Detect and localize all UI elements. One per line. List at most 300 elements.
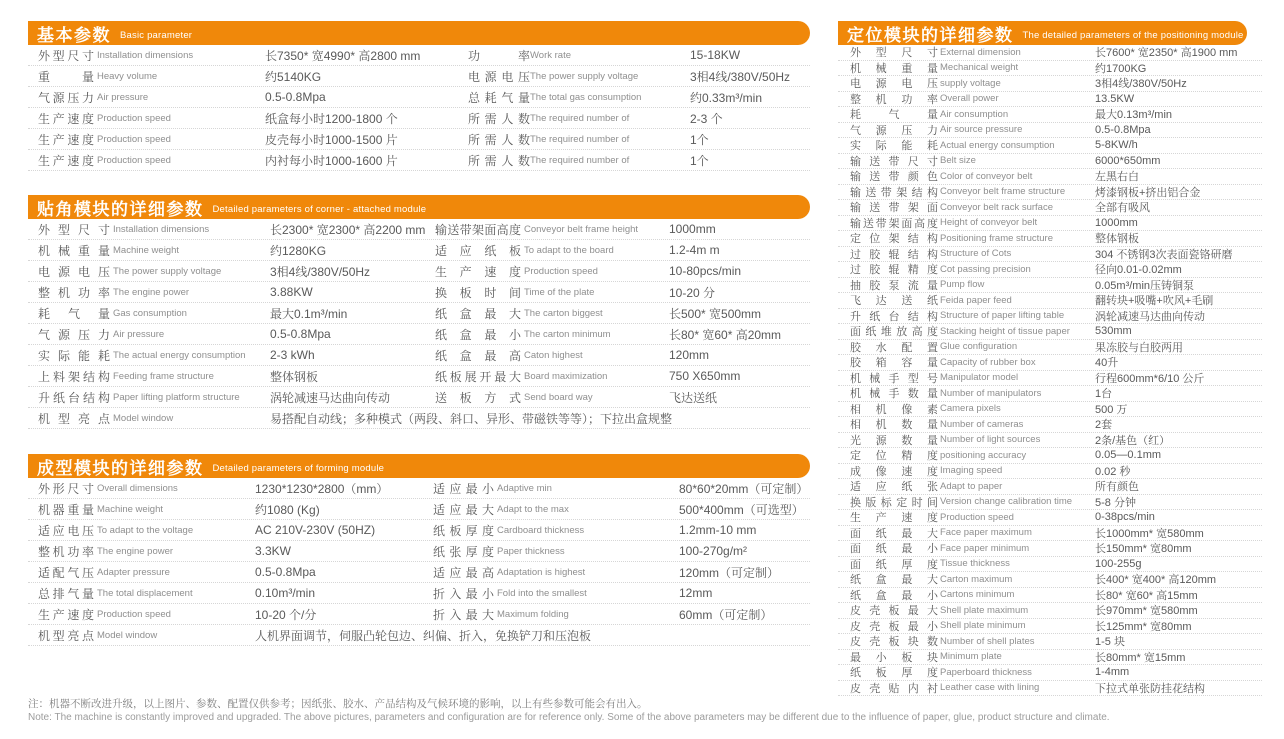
table-row bbox=[838, 185, 1262, 201]
footnote-en: Note: The machine is constantly improved and upgraded. The above pictures, parameters and configuration are for reference only. Some of the above parameters may be different due to the influence of paper, glue, product structure and climate. bbox=[28, 712, 1110, 723]
table-row bbox=[28, 408, 810, 429]
param-value: 长125mm* 宽80mm bbox=[1095, 620, 1192, 633]
param-value: 530mm bbox=[1095, 325, 1132, 338]
param-label-zh: 纸盒最大 bbox=[435, 306, 521, 321]
param-label-zh: 适应电压 bbox=[38, 523, 94, 538]
param-label-zh: 适应最高 bbox=[433, 565, 494, 580]
param-label-zh: 适应纸板 bbox=[435, 243, 521, 258]
param-label-en: Production speed bbox=[97, 154, 171, 166]
table-row bbox=[838, 603, 1262, 619]
param-label-en: Overall power bbox=[940, 93, 999, 105]
table-row bbox=[28, 345, 810, 366]
param-label-en: Paperboard thickness bbox=[940, 666, 1032, 678]
table-row bbox=[838, 371, 1262, 387]
param-label-en: Pump flow bbox=[940, 279, 985, 291]
param-label-zh: 面纸厚度 bbox=[850, 558, 938, 571]
param-value: 0.05—0.1mm bbox=[1095, 449, 1162, 462]
param-value: 长970mm* 宽580mm bbox=[1095, 605, 1198, 618]
param-label-en: supply voltage bbox=[940, 77, 1001, 89]
section-title-en: The detailed parameters of the positioning module bbox=[1022, 29, 1244, 41]
param-label-en: Structure of paper lifting table bbox=[940, 310, 1065, 322]
param-label-zh: 电源电压 bbox=[468, 69, 530, 84]
param-value: 1000mm bbox=[669, 222, 716, 236]
param-value: 100-270g/m² bbox=[679, 544, 748, 558]
table-row bbox=[28, 604, 810, 625]
param-value: 10-80pcs/min bbox=[669, 264, 742, 278]
param-label-zh: 最小板块 bbox=[850, 651, 938, 664]
param-label-en: Capacity of rubber box bbox=[940, 356, 1036, 368]
param-value: 所有颜色 bbox=[1095, 481, 1139, 494]
param-value: 304 不锈钢3次表面瓷铬研磨 bbox=[1095, 248, 1233, 261]
param-label-en: Conveyor belt frame structure bbox=[940, 186, 1066, 198]
param-label-en: Air consumption bbox=[940, 108, 1009, 120]
param-label-zh: 外型尺寸 bbox=[38, 48, 94, 63]
table-row bbox=[838, 262, 1262, 278]
table-row bbox=[838, 154, 1262, 170]
param-value: 3相4线/380V/50Hz bbox=[1095, 78, 1187, 91]
param-value: 翻转块+吸嘴+吹风+毛刷 bbox=[1095, 295, 1214, 308]
table-row bbox=[838, 355, 1262, 371]
param-label-zh: 实际能耗 bbox=[850, 140, 938, 153]
param-label-en: The required number of bbox=[530, 154, 630, 166]
param-value: 40升 bbox=[1095, 357, 1119, 370]
param-label-en: Glue configuration bbox=[940, 341, 1018, 353]
param-label-en: Feida paper feed bbox=[940, 294, 1012, 306]
table-row bbox=[28, 499, 810, 520]
param-value: 0.5-0.8Mpa bbox=[270, 327, 331, 341]
param-value: 长80* 宽60* 高20mm bbox=[669, 327, 782, 342]
param-label-zh: 皮壳贴内衬 bbox=[850, 682, 938, 695]
param-label-zh: 整机功率 bbox=[38, 544, 94, 559]
param-label-zh: 纸盒最大 bbox=[850, 574, 938, 587]
param-label-en: Conveyor belt frame height bbox=[524, 223, 639, 235]
param-value: 750 X650mm bbox=[669, 369, 741, 383]
section-title-zh: 成型模块的详细参数 bbox=[37, 458, 204, 478]
param-label-zh: 气源压力 bbox=[38, 327, 110, 342]
param-label-en: Production speed bbox=[97, 112, 171, 124]
param-value: 人机界面调节，伺服凸轮包边、纠偏、折入，免换铲刀和压泡板 bbox=[255, 628, 592, 643]
param-label-zh: 成像速度 bbox=[850, 465, 938, 478]
param-label-zh: 输送带架面高度 bbox=[850, 217, 938, 230]
param-label-zh: 纸盒最高 bbox=[435, 348, 521, 363]
param-value: 涡轮减速马达曲向传动 bbox=[270, 390, 391, 405]
param-label-en: positioning accuracy bbox=[940, 449, 1027, 461]
table-row bbox=[838, 293, 1262, 309]
param-label-en: Number of manipulators bbox=[940, 387, 1042, 399]
param-value: 长500* 宽500mm bbox=[669, 306, 762, 321]
param-label-en: Number of cameras bbox=[940, 418, 1024, 430]
param-value: 烤漆钢板+挤出铝合金 bbox=[1095, 186, 1201, 199]
param-label-en: Board maximization bbox=[524, 370, 608, 382]
param-value: 下拉式单张防挂花结构 bbox=[1095, 682, 1205, 695]
param-label-en: Air pressure bbox=[113, 328, 165, 340]
param-value: 80*60*20mm（可定制） bbox=[679, 481, 809, 496]
section-header-basic bbox=[28, 21, 810, 45]
section-title-zh: 定位模块的详细参数 bbox=[847, 25, 1014, 45]
table-row bbox=[28, 87, 810, 108]
param-label-zh: 总耗气量 bbox=[468, 90, 530, 105]
table-row bbox=[838, 107, 1262, 123]
param-label-en: Feeding frame structure bbox=[113, 370, 214, 382]
param-label-zh: 定位精度 bbox=[850, 450, 938, 463]
param-label-en: Model window bbox=[97, 629, 158, 641]
param-label-en: External dimension bbox=[940, 46, 1021, 58]
table-row bbox=[838, 278, 1262, 294]
param-label-en: Gas consumption bbox=[113, 307, 187, 319]
param-label-zh: 外形尺寸 bbox=[38, 481, 94, 496]
param-label-en: Production speed bbox=[940, 511, 1014, 523]
table-row bbox=[28, 45, 810, 66]
param-label-en: Manipulator model bbox=[940, 372, 1019, 384]
section-title-en: Detailed parameters of corner - attached module bbox=[212, 203, 427, 215]
param-value: 500 万 bbox=[1095, 403, 1128, 416]
param-label-en: Structure of Cots bbox=[940, 248, 1012, 260]
param-label-zh: 升纸台结构 bbox=[38, 390, 110, 405]
table-row bbox=[838, 634, 1262, 650]
param-label-zh: 输送带颜色 bbox=[850, 171, 938, 184]
param-label-en: Positioning frame structure bbox=[940, 232, 1053, 244]
param-value: 0.05m³/min压铸铜泵 bbox=[1095, 279, 1195, 292]
table-row bbox=[838, 340, 1262, 356]
param-value: 行程600mm*6/10 公斤 bbox=[1095, 372, 1205, 385]
param-label-zh: 纸板厚度 bbox=[433, 523, 494, 538]
param-label-zh: 适应最大 bbox=[433, 502, 494, 517]
table-row bbox=[28, 303, 810, 324]
param-label-en: The power supply voltage bbox=[113, 265, 222, 277]
param-value: 约1700KG bbox=[1095, 62, 1147, 75]
param-label-zh: 过胶辊结构 bbox=[850, 248, 938, 261]
param-label-zh: 外型尺寸 bbox=[850, 47, 938, 60]
param-value: 全部有吸风 bbox=[1095, 202, 1150, 215]
param-label-en: Color of conveyor belt bbox=[940, 170, 1033, 182]
param-value: 约0.33m³/min bbox=[690, 90, 763, 105]
param-value: 2套 bbox=[1095, 419, 1113, 432]
param-value: 长80mm* 宽15mm bbox=[1095, 651, 1186, 664]
table-row bbox=[838, 557, 1262, 573]
param-label-en: The carton minimum bbox=[524, 328, 611, 340]
param-label-en: Send board way bbox=[524, 391, 593, 403]
table-row bbox=[838, 572, 1262, 588]
section-forming-module-parameters bbox=[28, 454, 810, 646]
param-label-en: Stacking height of tissue paper bbox=[940, 325, 1070, 337]
param-label-zh: 输送带架面高度 bbox=[435, 222, 521, 237]
param-label-en: Minimum plate bbox=[940, 651, 1002, 663]
param-label-zh: 电源电压 bbox=[850, 78, 938, 91]
param-value: 1个 bbox=[690, 153, 709, 168]
param-value: 1.2mm-10 mm bbox=[679, 523, 757, 537]
param-label-zh: 机型亮点 bbox=[38, 628, 94, 643]
param-value: 最大0.1m³/min bbox=[270, 306, 348, 321]
section-title-zh: 贴角模块的详细参数 bbox=[37, 199, 204, 219]
param-label-zh: 纸张厚度 bbox=[433, 544, 494, 559]
param-label-zh: 光源数量 bbox=[850, 434, 938, 447]
param-value: 2-3 kWh bbox=[270, 348, 315, 362]
param-value: 5-8KW/h bbox=[1095, 139, 1138, 152]
table-row bbox=[838, 324, 1262, 340]
param-label-en: Work rate bbox=[530, 49, 572, 61]
param-label-en: To adapt to the voltage bbox=[97, 524, 194, 536]
param-value: 长2300* 宽2300* 高2200 mm bbox=[270, 222, 426, 237]
section-header-positioning bbox=[838, 21, 1247, 45]
param-value: 长1000mm* 宽580mm bbox=[1095, 527, 1204, 540]
table-row bbox=[838, 433, 1262, 449]
param-label-en: Shell plate minimum bbox=[940, 620, 1026, 632]
table-row bbox=[28, 150, 810, 171]
param-label-zh: 适应纸张 bbox=[850, 481, 938, 494]
param-label-zh: 整机功率 bbox=[850, 93, 938, 106]
table-row bbox=[838, 123, 1262, 139]
param-label-en: Caton highest bbox=[524, 349, 583, 361]
footnote-zh: 注：机器不断改进升级，以上图片、参数、配置仅供参考；因纸张、胶水、产品结构及气候环境的影响，以上有些参数可能会有出入。 bbox=[28, 698, 648, 710]
param-value: 涡轮减速马达曲向传动 bbox=[1095, 310, 1205, 323]
param-label-zh: 生产速度 bbox=[38, 111, 94, 126]
param-value: 1000mm bbox=[1095, 216, 1138, 229]
table-row bbox=[28, 324, 810, 345]
param-label-zh: 换板时间 bbox=[435, 285, 521, 300]
param-label-zh: 生产速度 bbox=[38, 607, 94, 622]
param-label-en: Installation dimensions bbox=[97, 49, 194, 61]
param-label-zh: 耗气量 bbox=[38, 306, 110, 321]
param-label-en: Heavy volume bbox=[97, 70, 158, 82]
table-row bbox=[28, 520, 810, 541]
param-value: 1-5 块 bbox=[1095, 636, 1125, 649]
param-label-en: The power supply voltage bbox=[530, 70, 639, 82]
param-value: 1个 bbox=[690, 132, 709, 147]
param-value: 约1280KG bbox=[270, 243, 327, 258]
param-value: 长150mm* 宽80mm bbox=[1095, 543, 1192, 556]
table-row bbox=[28, 219, 810, 240]
param-value: 皮壳每小时1000-1500 片 bbox=[265, 132, 398, 147]
param-label-en: The total gas consumption bbox=[530, 91, 642, 103]
param-label-en: Camera pixels bbox=[940, 403, 1001, 415]
param-label-en: Air pressure bbox=[97, 91, 149, 103]
param-value: 整体钢板 bbox=[270, 369, 319, 384]
param-label-zh: 面纸堆放高度 bbox=[850, 326, 938, 339]
param-value: 易搭配自动线；多种模式（两段、斜口、异形、带磁铁等等）；下拉出盒规整 bbox=[270, 411, 673, 426]
param-value: 最大0.13m³/min bbox=[1095, 109, 1173, 122]
param-label-zh: 胶水配置 bbox=[850, 341, 938, 354]
param-label-en: Adaptive min bbox=[497, 482, 552, 494]
param-label-zh: 升纸台结构 bbox=[850, 310, 938, 323]
param-value: 10-20 个/分 bbox=[255, 607, 317, 622]
param-label-en: Adapt to paper bbox=[940, 480, 1003, 492]
param-value: 果冻胶与白胶两用 bbox=[1095, 341, 1183, 354]
param-label-zh: 总排气量 bbox=[38, 586, 94, 601]
table-row bbox=[28, 562, 810, 583]
param-label-en: Belt size bbox=[940, 155, 976, 167]
param-value: 长400* 宽400* 高120mm bbox=[1095, 574, 1217, 587]
param-label-zh: 纸板厚度 bbox=[850, 667, 938, 680]
param-value: 长7350* 宽4990* 高2800 mm bbox=[265, 48, 421, 63]
param-label-zh: 生产速度 bbox=[435, 264, 521, 279]
footnote bbox=[28, 698, 1268, 724]
param-label-zh: 相机数量 bbox=[850, 419, 938, 432]
param-label-zh: 面纸最小 bbox=[850, 543, 938, 556]
param-label-en: The required number of bbox=[530, 112, 630, 124]
table-row bbox=[838, 92, 1262, 108]
param-label-zh: 机械手型号 bbox=[850, 372, 938, 385]
param-label-en: Tissue thickness bbox=[940, 558, 1010, 570]
table-row bbox=[838, 681, 1262, 697]
param-label-en: Overall dimensions bbox=[97, 482, 178, 494]
param-label-en: Carton maximum bbox=[940, 573, 1013, 585]
table-row bbox=[838, 510, 1262, 526]
param-label-zh: 电源电压 bbox=[38, 264, 110, 279]
param-label-en: The engine power bbox=[97, 545, 174, 557]
param-label-zh: 折入最大 bbox=[433, 607, 494, 622]
table-row bbox=[28, 282, 810, 303]
param-label-zh: 皮壳板块数 bbox=[850, 636, 938, 649]
param-label-zh: 外型尺寸 bbox=[38, 222, 110, 237]
param-value: 整体钢板 bbox=[1095, 233, 1139, 246]
param-value: 1230*1230*2800（mm） bbox=[255, 481, 389, 496]
table-row bbox=[28, 387, 810, 408]
param-value: 约1080 (Kg) bbox=[255, 502, 320, 517]
table-row bbox=[838, 619, 1262, 635]
param-value: 0.5-0.8Mpa bbox=[255, 565, 316, 579]
param-label-en: Production speed bbox=[97, 133, 171, 145]
param-label-en: The carton biggest bbox=[524, 307, 603, 319]
param-label-zh: 输送带架结构 bbox=[850, 186, 938, 199]
param-label-zh: 生产速度 bbox=[850, 512, 938, 525]
param-value: 12mm bbox=[679, 586, 713, 600]
section-positioning-module-parameters bbox=[838, 21, 1262, 696]
table-row bbox=[838, 526, 1262, 542]
param-value: 3相4线/380V/50Hz bbox=[270, 264, 371, 279]
param-value: 13.5KW bbox=[1095, 92, 1135, 105]
table-row bbox=[28, 625, 810, 646]
param-label-en: The actual energy consumption bbox=[113, 349, 246, 361]
param-label-en: Number of shell plates bbox=[940, 635, 1035, 647]
table-row bbox=[838, 448, 1262, 464]
section-basic-parameters bbox=[28, 21, 810, 171]
param-label-zh: 所需人数 bbox=[468, 153, 530, 168]
param-label-zh: 适配气压 bbox=[38, 565, 94, 580]
param-label-en: Maximum folding bbox=[497, 608, 569, 620]
param-label-en: Production speed bbox=[97, 608, 171, 620]
param-label-en: Cardboard thickness bbox=[497, 524, 585, 536]
param-label-zh: 输送带尺寸 bbox=[850, 155, 938, 168]
param-label-en: Adaptation is highest bbox=[497, 566, 586, 578]
param-label-en: Machine weight bbox=[113, 244, 180, 256]
table-row bbox=[28, 240, 810, 261]
param-label-en: The total displacement bbox=[97, 587, 193, 599]
param-label-en: Paper lifting platform structure bbox=[113, 391, 240, 403]
param-label-zh: 抽胶泵流量 bbox=[850, 279, 938, 292]
table-row bbox=[28, 541, 810, 562]
param-label-zh: 生产速度 bbox=[38, 132, 94, 147]
param-label-en: Version change calibration time bbox=[940, 496, 1073, 508]
param-label-en: Fold into the smallest bbox=[497, 587, 587, 599]
param-label-zh: 送板方式 bbox=[435, 390, 521, 405]
section-title-zh: 基本参数 bbox=[37, 25, 111, 45]
param-label-zh: 换版标定时间 bbox=[850, 496, 938, 509]
param-label-en: The required number of bbox=[530, 133, 630, 145]
param-value: 500*400mm（可选型） bbox=[679, 502, 804, 517]
param-label-zh: 适应最小 bbox=[433, 481, 494, 496]
param-value: 15-18KW bbox=[690, 48, 741, 62]
param-label-en: Number of light sources bbox=[940, 434, 1041, 446]
param-label-en: Shell plate maximum bbox=[940, 604, 1029, 616]
param-label-zh: 过胶辊精度 bbox=[850, 264, 938, 277]
param-label-en: Paper thickness bbox=[497, 545, 565, 557]
table-row bbox=[838, 464, 1262, 480]
param-value: 内衬每小时1000-1600 片 bbox=[265, 153, 398, 168]
param-value: 0.5-0.8Mpa bbox=[1095, 123, 1151, 136]
basic-parameter-table bbox=[28, 45, 810, 171]
param-label-zh: 纸盒最小 bbox=[850, 589, 938, 602]
positioning-parameter-table bbox=[838, 45, 1262, 696]
param-value: 3.3KW bbox=[255, 544, 292, 558]
param-label-en: Height of conveyor belt bbox=[940, 217, 1038, 229]
param-value: 2-3 个 bbox=[690, 111, 723, 126]
param-label-en: Conveyor belt rack surface bbox=[940, 201, 1053, 213]
param-value: 6000*650mm bbox=[1095, 154, 1161, 167]
param-value: 0-38pcs/min bbox=[1095, 511, 1155, 524]
param-label-zh: 折入最小 bbox=[433, 586, 494, 601]
param-value: 3相4线/380V/50Hz bbox=[690, 69, 791, 84]
table-row bbox=[838, 76, 1262, 92]
param-label-en: Cartons minimum bbox=[940, 589, 1015, 601]
param-label-en: Installation dimensions bbox=[113, 223, 210, 235]
param-label-zh: 纸盒最小 bbox=[435, 327, 521, 342]
param-value: 10-20 分 bbox=[669, 285, 716, 300]
table-row bbox=[838, 402, 1262, 418]
param-label-en: Leather case with lining bbox=[940, 682, 1040, 694]
param-value: 3.88KW bbox=[270, 285, 313, 299]
table-row bbox=[838, 309, 1262, 325]
param-value: AC 210V-230V (50HZ) bbox=[255, 523, 376, 537]
param-label-en: Actual energy consumption bbox=[940, 139, 1055, 151]
param-label-en: Mechanical weight bbox=[940, 62, 1019, 74]
param-label-zh: 气源压力 bbox=[38, 90, 94, 105]
table-row bbox=[28, 129, 810, 150]
table-row bbox=[838, 247, 1262, 263]
param-label-zh: 重量 bbox=[38, 69, 94, 84]
table-row bbox=[28, 261, 810, 282]
param-label-zh: 机械重量 bbox=[850, 62, 938, 75]
param-label-en: Machine weight bbox=[97, 503, 164, 515]
table-row bbox=[838, 138, 1262, 154]
param-label-en: Cot passing precision bbox=[940, 263, 1031, 275]
param-label-zh: 机械重量 bbox=[38, 243, 110, 258]
param-label-zh: 整机功率 bbox=[38, 285, 110, 300]
table-row bbox=[838, 665, 1262, 681]
param-label-zh: 机械手数量 bbox=[850, 388, 938, 401]
param-label-zh: 飞达送纸 bbox=[850, 295, 938, 308]
corner-parameter-table bbox=[28, 219, 810, 429]
param-value: 60mm（可定制） bbox=[679, 607, 773, 622]
param-value: 径向0.01-0.02mm bbox=[1095, 264, 1182, 277]
table-row bbox=[28, 583, 810, 604]
param-label-en: Face paper maximum bbox=[940, 527, 1032, 539]
param-value: 120mm bbox=[669, 348, 710, 362]
param-label-en: Adapter pressure bbox=[97, 566, 170, 578]
table-row bbox=[838, 479, 1262, 495]
param-value: 飞达送纸 bbox=[669, 390, 718, 405]
table-row bbox=[28, 66, 810, 87]
param-label-zh: 生产速度 bbox=[38, 153, 94, 168]
section-header-forming bbox=[28, 454, 810, 478]
param-value: 2条/基色（红） bbox=[1095, 434, 1171, 447]
param-label-zh: 所需人数 bbox=[468, 111, 530, 126]
param-label-en: Adapt to the max bbox=[497, 503, 569, 515]
table-row bbox=[838, 45, 1262, 61]
param-value: 长80* 宽60* 高15mm bbox=[1095, 589, 1198, 602]
param-label-zh: 定位架结构 bbox=[850, 233, 938, 246]
param-label-zh: 机器重量 bbox=[38, 502, 94, 517]
param-label-zh: 耗气量 bbox=[850, 109, 938, 122]
